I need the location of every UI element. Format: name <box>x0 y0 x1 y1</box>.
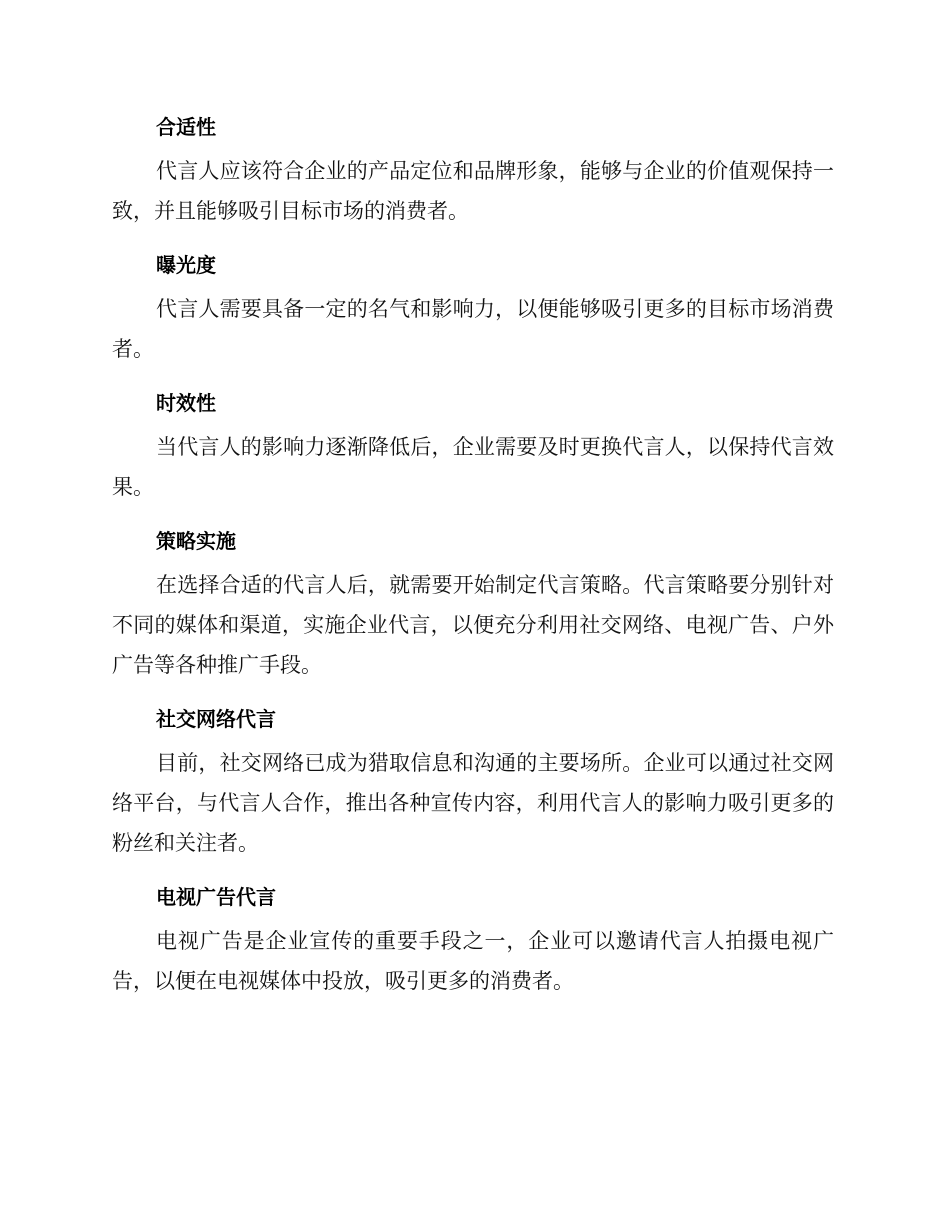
section-heading-strategy: 策略实施 <box>156 529 236 553</box>
section-paragraph-strategy: 在选择合适的代言人后，就需要开始制定代言策略。代言策略要分别针对不同的媒体和渠道，实施企业代言，以便充分利用社交网络、电视广告、户外广告等各种推广手段。 <box>112 573 834 677</box>
section-paragraph-social-network: 目前，社交网络已成为猎取信息和沟通的主要场所。企业可以通过社交网络平台，与代言人合作，推出各种宣传内容，利用代言人的影响力吸引更多的粉丝和关注者。 <box>112 751 834 855</box>
section-heading-tv-ads: 电视广告代言 <box>156 885 276 909</box>
document-page <box>112 109 834 1017</box>
section-heading-suitability: 合适性 <box>156 115 216 139</box>
section-heading-timeliness: 时效性 <box>156 391 216 415</box>
section-heading-social-network: 社交网络代言 <box>156 707 276 731</box>
section-paragraph-suitability: 代言人应该符合企业的产品定位和品牌形象，能够与企业的价值观保持一致，并且能够吸引目标市场的消费者。 <box>112 159 834 223</box>
section-paragraph-timeliness: 当代言人的影响力逐渐降低后，企业需要及时更换代言人，以保持代言效果。 <box>112 435 834 499</box>
section-paragraph-exposure: 代言人需要具备一定的名气和影响力，以便能够吸引更多的目标市场消费者。 <box>112 297 834 361</box>
section-paragraph-tv-ads: 电视广告是企业宣传的重要手段之一，企业可以邀请代言人拍摄电视广告，以便在电视媒体中投放，吸引更多的消费者。 <box>112 929 834 993</box>
section-heading-exposure: 曝光度 <box>156 253 216 277</box>
